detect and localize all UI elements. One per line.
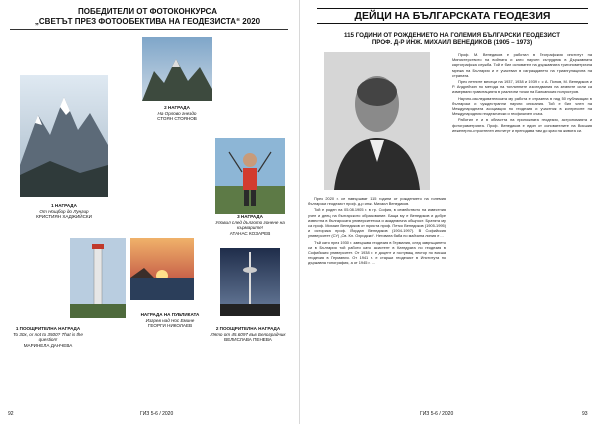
section-header: ДЕЙЦИ НА БЪЛГАРСКАТА ГЕОДЕЗИЯ xyxy=(317,8,588,24)
subtitle-line-2: ПРОФ. Д-Р ИНЖ. МИХАИЛ ВЕНЕДИКОВ (1905 – 1973) xyxy=(371,39,533,47)
author-name: КРИСТИЯН ХАДЖИЙСКИ xyxy=(36,214,92,220)
folio-page-number: 93 xyxy=(582,411,588,417)
paragraph: Работил е и в областта на приложната геодезия, астрономията и фотограметрията. Проф. Венедиков е един от основателите на Висшия инженерно-строителен институт и преподава там до края на живота си. xyxy=(452,117,592,133)
work-title-cont: question! xyxy=(38,337,58,343)
article-column-right xyxy=(452,52,592,408)
folio-page-number: 92 xyxy=(8,411,14,417)
work-title: От Нощбор до Лунгир xyxy=(39,208,89,214)
photo-tower xyxy=(70,238,126,318)
portrait-photo xyxy=(324,52,430,190)
author-name: МАРИНЕЛА ДАНЧЕВА xyxy=(23,342,73,348)
title-line-2: „СВЕТЪТ ПРЕЗ ФОТООБЕКТИВА НА ГЕОДЕЗИСТА“ 2020 xyxy=(34,17,261,26)
caption-encouragement-2 xyxy=(204,326,292,343)
caption-encouragement-1 xyxy=(8,326,88,348)
paragraph: Той е роден на 05.08.1905 г. в гр. София, в семейството на известния учен и деец на българското образование. Баща му е Венедиков и добре известна в българската университетска и академична общност. Братята му са проф. Михаил Венедиков от юриста проф. Петко Венедиков (1905-1995) и историка проф. Йордан Венедиков (1904-1997). В Софийския университет (СУ) „Св. Кл. Охридски“. Неговата баба по майчина линия е ... xyxy=(308,207,446,239)
award-title: 3 НАГРАДА xyxy=(237,214,263,219)
article-subtitle xyxy=(312,32,592,46)
photo-snowy-peaks xyxy=(20,75,108,197)
award-title: 1 НАГРАДА xyxy=(51,203,77,208)
photo-tv-tower xyxy=(220,248,280,316)
paragraph: Проф. М. Венедиков е работил в Географския институт на Министерството на войната и като научен сътрудник в Държавната картографска служба. Той е бил основател на държавната тригонометрична мрежа на България и е участвал в изграждането на триангулацията на страната. xyxy=(452,52,592,78)
award-title: 1 ПООЩРИТЕЛНА НАГРАДА xyxy=(15,326,81,331)
author-name: СТОЯН СТОЯНОВ xyxy=(157,116,197,122)
subtitle-line-1: 115 ГОДИНИ ОТ РОЖДЕНИЕТО НА ГОЛЕМИЯ БЪЛГАРСКИ ГЕОДЕЗИСТ xyxy=(344,32,560,39)
article-column-left xyxy=(308,196,446,408)
work-title: На Орлово гнездо xyxy=(157,110,197,116)
award-title: НАГРАДА НА ПУБЛИКАТА xyxy=(140,312,200,317)
author-name: АТАНАС КОЗАРЕВ xyxy=(229,230,271,236)
caption-audience-award xyxy=(130,312,210,329)
caption-award-3 xyxy=(206,214,294,236)
work-title-cont: кърмарите! xyxy=(237,225,263,231)
author-name: ВЕЛИСЛАВА ПЕНЕВА xyxy=(224,337,272,343)
paragraph: Тъй като през 1930 г. завършва геодезия в Германия, след завръщането си в България той работи като асистент в Катедрата по геодезия в Софийския университет. От 1938 г. е доцент и гостуващ лектор по висша геодезия в Германия. От 1941 г. е старши геодезист в Института по държавна топография, а от 1945 г. ... xyxy=(308,239,446,266)
work-title: Изгрев над Нос Емине xyxy=(145,317,195,323)
paragraph: Научно-изследователската му работа е отразена в над 50 публикации в български и чуждестранни научни списания. Той е бил член на Международната асоциация по геодезия и участник в конгресите на Международния геодезически и геофизичен съюз. xyxy=(452,95,592,117)
caption-award-2 xyxy=(142,105,212,122)
award-title: 2 НАГРАДА xyxy=(164,105,190,110)
caption-award-1 xyxy=(16,203,112,220)
photo-mountain-rainbow xyxy=(142,37,212,101)
photo-hiker xyxy=(215,138,285,214)
author-name: ГЕОРГИ НИКОЛАЕВ xyxy=(147,323,193,329)
paragraph: През 2020 г. се навършват 115 години от рождението на големия български геодезист проф. д-р инж. Михаил Венедиков. xyxy=(308,196,446,207)
title-line-1: ПОБЕДИТЕЛИ ОТ ФОТОКОНКУРСА xyxy=(77,7,218,16)
folio-magazine: ГИЗ 5-6 / 2020 xyxy=(420,411,454,417)
paragraph: През летните месеци на 1937, 1938 и 1939 г. с А. Попов, М. Венедиков и Р. Андрейчин по метода на топлинните изследвания на земните сили са измервали гравитацията в различни точки на Балканския полуостров. xyxy=(452,79,592,95)
page-title xyxy=(10,7,285,27)
right-page xyxy=(300,0,600,424)
award-title: 2 ПООЩРИТЕЛНА НАГРАДА xyxy=(215,326,281,331)
title-rule xyxy=(10,29,288,30)
work-title: Лято от 45.6097 във Белоградчик xyxy=(210,331,286,337)
folio-magazine: ГИЗ 5-6 / 2020 xyxy=(140,411,174,417)
photo-sea-sunrise xyxy=(130,238,194,300)
work-title: Уловил след дългото гонене на xyxy=(215,219,285,225)
work-title: To 30x, or not to 3500? That is the xyxy=(13,331,83,337)
